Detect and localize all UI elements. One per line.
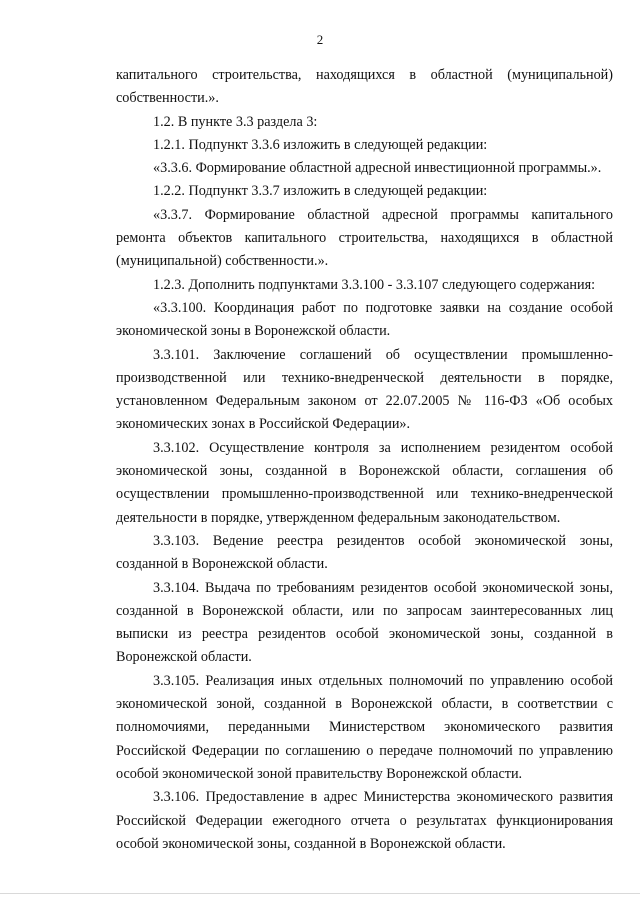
paragraph-item-1-2-1: 1.2.1. Подпункт 3.3.6 изложить в следующей редакции: (153, 136, 488, 153)
paragraph-item-3-3-6: «3.3.6. Формирование областной адресной инвестиционной программы.». (153, 160, 602, 177)
paragraph-item-3-3-105: 3.3.105. Реализация иных отдельных полномочий по управлению особой экономической зоной, созданной в Воронежской области, в соответствии с полномочиями, переданными Министерством экономического развития Российской Федерации по соглашению о передаче полномочий по управлению особой экономической зоной правительству Воронежской области. (116, 672, 613, 782)
paragraph-item-3-3-100: «3.3.100. Координация работ по подготовке заявки на создание особой экономической зоны в Воронежской области. (116, 299, 613, 340)
paragraph-continuation: капитального строительства, находящихся в областной (муниципальной) собственности.». (116, 67, 613, 107)
paragraph-item-3-3-101: 3.3.101. Заключение соглашений об осуществлении промышленно-производственной или технико-внедренческой деятельности в порядке, установленном Федеральным законом от 22.07.2005 № 116-ФЗ «Об особых экономических зонах в Российской Федерации». (116, 346, 613, 433)
document-body (116, 64, 613, 856)
paragraph-item-3-3-7: «3.3.7. Формирование областной адресной программы капитального ремонта объектов капитального строительства, находящихся в областной (муниципальной) собственности.». (116, 206, 613, 270)
paragraph-item-1-2: 1.2. В пункте 3.3 раздела 3: (153, 113, 318, 130)
page-edge-divider (0, 893, 640, 894)
paragraph-item-3-3-103: 3.3.103. Ведение реестра резидентов особой экономической зоны, созданной в Воронежской области. (116, 532, 613, 573)
paragraph-item-3-3-106: 3.3.106. Предоставление в адрес Министерства экономического развития Российской Федерации ежегодного отчета о результатах функционирования особой экономической зоны, созданной в Воронежской области. (116, 789, 613, 852)
page-number: 2 (316, 32, 324, 47)
paragraph-item-1-2-2: 1.2.2. Подпункт 3.3.7 изложить в следующей редакции: (153, 183, 488, 200)
paragraph-item-1-2-3: 1.2.3. Дополнить подпунктами 3.3.100 - 3.3.107 следующего содержания: (153, 276, 596, 293)
paragraph-item-3-3-104: 3.3.104. Выдача по требованиям резидентов особой экономической зоны, созданной в Воронежской области, или по запросам заинтересованных лиц выписки из реестра резидентов особой экономической зоны, созданной в Воронежской области. (116, 579, 613, 666)
paragraph-item-3-3-102: 3.3.102. Осуществление контроля за исполнением резидентом особой экономической зоны, созданной в Воронежской области, соглашения об осуществлении промышленно-производственной или технико-внедренческой деятельности в порядке, утвержденном федеральным законодательством. (116, 439, 613, 526)
